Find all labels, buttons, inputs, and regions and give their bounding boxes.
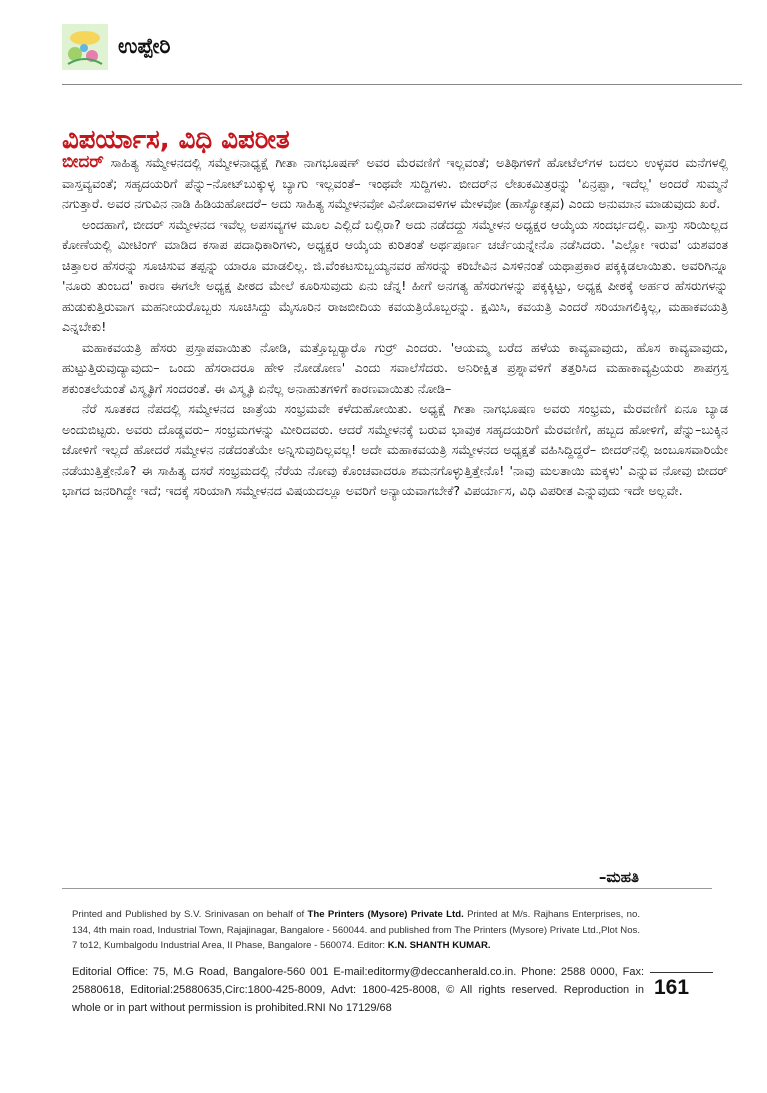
header-divider bbox=[62, 84, 742, 85]
imprint-middle: Printed at M/s. Rajhans Enterprises, no. 134, 4th main road, Industrial Town, Rajajinagar, Bangalore - 560044. and published from The Printers (Mysore) Private Ltd.,Plot Nos. 7 to12, Kumbalgodu Industrial Area, II Phase, Bangalore - 560074. Editor: bbox=[72, 909, 640, 951]
editor-name: K.N. SHANTH KUMAR. bbox=[387, 940, 491, 951]
magazine-header bbox=[62, 22, 742, 84]
paragraph-2: ಅಂದಹಾಗೆ, ಬೀದರ್ ಸಮ್ಮೇಳನದ ಇವೆಲ್ಲ ಅಪಸವ್ಯಗಳ ಮೂಲ ಎಲ್ಲಿದೆ ಬಲ್ಲಿರಾ? ಅದು ನಡೆದದ್ದು ಸಮ್ಮೇಳನ ಅಧ್ಯಕ್ಷರ ಆಯ್ಕೆಯ ಸಂದರ್ಭದಲ್ಲಿ. ವಾಸ್ತು ಸರಿಯಿಲ್ಲದ ಕೋಣೆಯಲ್ಲಿ ಮೀಟಿಂಗ್ ಮಾಡಿದ ಕಸಾಪ ಪದಾಧಿಕಾರಿಗಳು, ಅಧ್ಯಕ್ಷರ ಆಯ್ಕೆಯ ಕುರಿತಂತೆ ಅರ್ಥಪೂರ್ಣ ಚರ್ಚೆಯನ್ನೇನೊ ನಡೆಸಿದರು. 'ಎಲ್ಲೋ ಇರುವ' ಯಶವಂತ ಚಿತ್ತಾಲರ ಹೆಸರನ್ನು ಸೂಚಿಸುವ ತಪ್ಪನ್ನು ಯಾರೂ ಮಾಡಲಿಲ್ಲ. ಜಿ.ವೆಂಕಟಸುಬ್ಬಯ್ಯನವರ ಹೆಸರನ್ನು ಕರಿಬೇವಿನ ಎಸಳಿನಂತೆ ಯಥಾಪ್ರಕಾರ ಪಕ್ಕಕ್ಕಿಡಲಾಯಿತು. ಅವರಿಗಿನ್ನೂ 'ನೂರು ತುಂಬದ' ಕಾರಣ ಈಗಲೇ ಅಧ್ಯಕ್ಷ ಪೀಠದ ಮೇಲೆ ಕೂರಿಸುವುದು ಏನು ಚೆನ್ನ! ಹೀಗೆ ಅನಗತ್ಯ ಹೆಸರುಗಳನ್ನು ಪಕ್ಕಕ್ಕಿಟ್ಟು, ಅಧ್ಯಕ್ಷ ಪೀಠಕ್ಕೆ ಅರ್ಹರ ಹೆಸರುಗಳನ್ನು ಹುಡುಕುತ್ತಿರುವಾಗ ಮಹನೀಯರೊಬ್ಬರು ಸೂಚಿಸಿದ್ದು ಮೈಸೂರಿನ ರಾಜಬೀದಿಯ ಕವಯತ್ರಿಯೊಬ್ಬರನ್ನು. ಕ್ಷಮಿಸಿ, ಕವಯತ್ರಿ ಎಂದರೆ ಸರಿಯಾಗಲಿಕ್ಕಿಲ್ಲ, ಮಹಾಕವಯತ್ರಿ ಎನ್ನಬೇಕು! bbox=[62, 216, 728, 334]
publisher-imprint bbox=[72, 907, 640, 954]
imprint-prefix: Printed and Published by S.V. Srinivasan on behalf of bbox=[72, 909, 308, 920]
author-signature: –ಮಹತಿ bbox=[598, 868, 639, 886]
lead-word: ಬೀದರ್ bbox=[62, 152, 104, 172]
article-title: ವಿಪರ್ಯಾಸ, ವಿಧಿ ವಿಪರೀತ bbox=[62, 125, 290, 156]
colorful-emblem-icon bbox=[62, 24, 108, 70]
paragraph-1-text: ಸಾಹಿತ್ಯ ಸಮ್ಮೇಳನದಲ್ಲಿ ಸಮ್ಮೇಳನಾಧ್ಯಕ್ಷೆ ಗೀತಾ ನಾಗಭೂಷಣ್ ಅವರ ಮೆರವಣಿಗೆ ಇಲ್ಲವಂತೆ; ಅತಿಥಿಗಳಿಗೆ ಹೋಟೆಲ್‌ಗಳ ಬದಲು ಉಳ್ಳವರ ಮನೆಗಳಲ್ಲಿ ವಾಸ್ತವ್ಯವಂತೆ; ಸಹೃದಯರಿಗೆ ಪೆನ್ನು–ನೋಟ್‌ಬುಕ್ಕುಳ್ಳ ಬ್ಯಾಗು ಇಲ್ಲವಂತೆ– ಇಂಥವೇ ಸುದ್ದಿಗಳು. ಬೀದರ್‌ನ ಲೇಖಕಮಿತ್ರರನ್ನು 'ಏನ್ರಪ್ಪಾ, ಇದೆಲ್ಲ' ಅಂದರೆ ಸುಮ್ಮನೆ ನಗುತ್ತಾರೆ. ಅವರ ನಗುವಿನ ನಾಡಿ ಹಿಡಿಯಹೋದರೆ– ಅದು ಸಾಹಿತ್ಯ ಸಮ್ಮೇಳನವೋ ವಿನೋದಾವಳಿಗಳ ಮೇಳವೋ (ಹಾಸ್ಯೋತ್ಸವ) ಎಂದು ಅನುಮಾನ ಮಾಡುವುದು ಖರೆ. bbox=[62, 155, 728, 211]
page-number-rule bbox=[650, 972, 713, 973]
editorial-office: Editorial Office: 75, M.G Road, Bangalore-560 001 E-mail:editormy@deccanherald.co.in. Phone: 2588 0000, Fax: 25880618, Editorial:25880635,Circ:1800-425-8009, Advt: 1800-425-8008, © All rights reserved. Reproduction in whole or in part without permission is prohibited.RNI No 17129/68 bbox=[72, 966, 644, 1014]
paragraph-3: ಮಹಾಕವಯತ್ರಿ ಹೆಸರು ಪ್ರಸ್ತಾಪವಾಯಿತು ನೋಡಿ, ಮತ್ತೊಬ್ಬರ‍್ಯಾರೊ ಗುರ‍್ರ್ ಎಂದರು. 'ಆಯಮ್ಮ ಬರೆದ ಹಳೆಯ ಕಾವ್ಯವಾವುದು, ಹೊಸ ಕಾವ್ಯವಾವುದು, ಹುಟ್ಟುತ್ತಿರುವುದ್ಯಾವುದು– ಒಂದು ಹೆಸರಾದರೂ ಹೇಳಿ ನೋಡೋಣ' ಎಂದು ಸವಾಲೆಸೆದರು. ಅನಿರೀಕ್ಷಿತ ಪ್ರಶ್ನಾವಳಿಗೆ ತತ್ತರಿಸಿದ ಮಹಾಕಾವ್ಯಪ್ರಿಯರು ಶಾಪಗ್ರಸ್ತ ಶಕುಂತಲೆಯಂತೆ ವಿಸ್ಮೃತಿಗೆ ಸಂದರಂತೆ. ಈ ವಿಸ್ಮೃತಿ ಏನೆಲ್ಲ ಅನಾಹುತಗಳಿಗೆ ಕಾರಣವಾಯಿತು ನೋಡಿ– bbox=[62, 339, 728, 396]
footer-divider bbox=[62, 888, 712, 889]
paragraph-4: ನೆರೆ ಸೂತಕದ ನೆಪದಲ್ಲಿ ಸಮ್ಮೇಳನದ ಜಾತ್ರೆಯ ಸಂಭ್ರಮವೇ ಕಳೆದುಹೋಯಿತು. ಅಧ್ಯಕ್ಷೆ ಗೀತಾ ನಾಗಭೂಷಣ ಅವರು ಸಂಭ್ರಮ, ಮೆರವಣಿಗೆ ಏನೂ ಬ್ಯಾಡ ಅಂದುಬಿಟ್ಟರು. ಅವರು ದೊಡ್ಡವರು– ಸಂಭ್ರಮಗಳನ್ನು ಮೀರಿದವರು. ಆದರೆ ಸಮ್ಮೇಳನಕ್ಕೆ ಬರುವ ಭಾವುಕ ಸಹೃದಯರಿಗೆ ಮೆರವಣಿಗೆ, ಹಬ್ಬದ ಹೋಳಿಗೆ, ಪೆನ್ನು–ಬುಕ್ಕಿನ ಜೋಳಿಗೆ ಇಲ್ಲದೆ ಹೋದರೆ ಸಮ್ಮೇಳನ ನಡೆದಂತೆಯೇ ಅನ್ನಿಸುವುದಿಲ್ಲವಲ್ಲ! ಅದೇ ಮಹಾಕವಯತ್ರಿ ಸಮ್ಮೇಳನದ ಅಧ್ಯಕ್ಷತೆ ವಹಿಸಿದ್ದಿದ್ದರೆ– ಬೀದರ್‌ನಲ್ಲಿ ಜಂಬೂಸವಾರಿಯೇ ನಡೆಯುತ್ತಿತ್ತೇನೊ? ಈ ಸಾಹಿತ್ಯ ದಸರೆ ಸಂಭ್ರಮದಲ್ಲಿ ನೆರೆಯ ನೋವು ಕೊಂಚವಾದರೂ ಶಮನಗೊಳ್ಳುತ್ತಿತ್ತೇನೊ! 'ನಾವು ಮಲತಾಯಿ ಮಕ್ಕಳು' ಎನ್ನುವ ನೋವು ಬೀದರ್ ಭಾಗದ ಜನರಿಗಿದ್ದೇ ಇದೆ; ಇದಕ್ಕೆ ಸರಿಯಾಗಿ ಸಮ್ಮೇಳನದ ವಿಷಯದಲ್ಲೂ ಅವರಿಗೆ ಅನ್ಯಾಯವಾಗಬೇಕೆ? ವಿಪರ್ಯಾಸ, ವಿಧಿ ವಿಪರೀತ ಎನ್ನುವುದು ಇದೇ ಅಲ್ಲವೇ. bbox=[62, 401, 728, 498]
article-body bbox=[62, 152, 728, 502]
publisher-name: The Printers (Mysore) Private Ltd. bbox=[307, 909, 464, 920]
page-number: 161 bbox=[654, 976, 690, 999]
section-name: ಉಪ್ಪೇರಿ bbox=[118, 34, 171, 58]
paragraph-1 bbox=[62, 152, 728, 215]
